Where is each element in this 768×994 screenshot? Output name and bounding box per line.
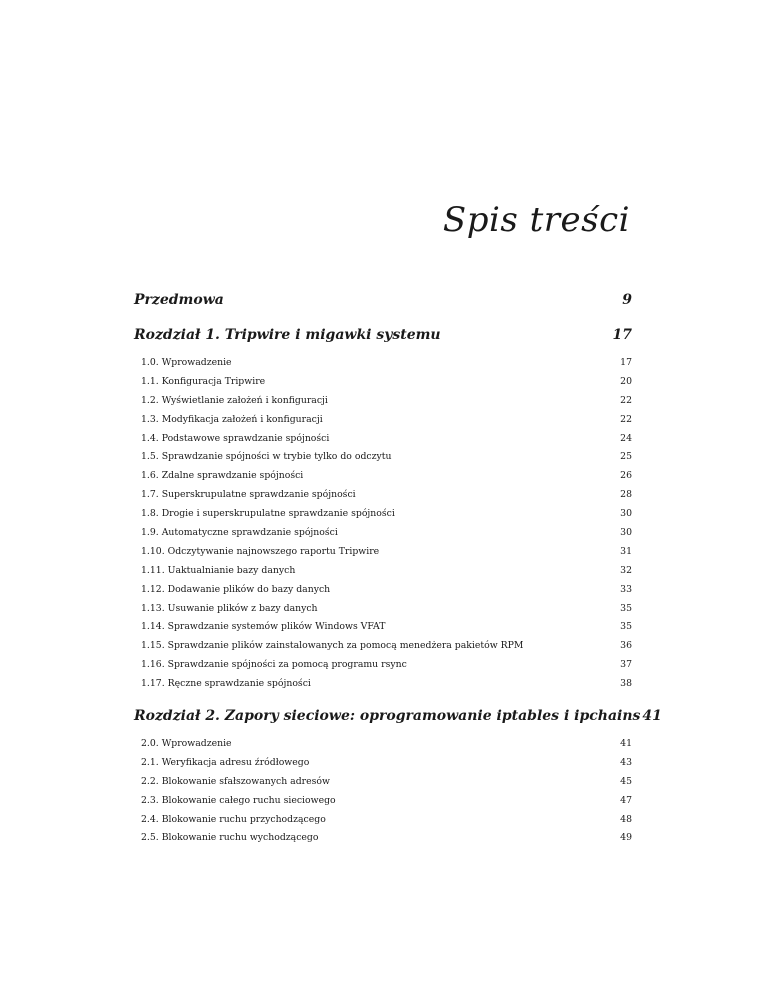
toc-section-entry — [134, 414, 632, 433]
toc-section-entry — [134, 489, 632, 508]
toc-page-number: 48 — [620, 813, 632, 825]
toc-entry-title: 1.6. Zdalne sprawdzanie spójności — [141, 470, 304, 482]
toc-section-entry — [134, 795, 632, 814]
toc-entry-title: 2.0. Wprowadzenie — [141, 738, 232, 750]
toc-section-entry — [134, 832, 632, 851]
toc-entry-title: 1.11. Uaktualnianie bazy danych — [141, 564, 296, 576]
toc-section-entry — [134, 395, 632, 414]
toc-entry-title: 1.17. Ręczne sprawdzanie spójności — [141, 678, 311, 690]
toc-entry-title: 1.0. Wprowadzenie — [141, 357, 232, 368]
toc-entry-title: 1.5. Sprawdzanie spójności w trybie tylko do odczytu — [141, 451, 392, 463]
toc-chapter-2-sections — [134, 738, 632, 851]
toc-section-entry — [134, 678, 632, 697]
toc-section-entry — [134, 470, 632, 489]
toc-page-number: 24 — [620, 432, 632, 444]
toc-page-number: 30 — [620, 527, 632, 539]
toc-page-number: 30 — [620, 508, 632, 520]
toc-page-number: 22 — [620, 394, 632, 406]
toc-page-number: 45 — [620, 775, 632, 787]
toc-section-entry — [134, 451, 632, 470]
toc-page-number: 41 — [642, 708, 662, 725]
toc-entry-title: Przedmowa — [134, 292, 224, 308]
toc-entry-title: 1.14. Sprawdzanie systemów plików Windows VFAT — [141, 621, 386, 633]
toc-entry-title: 1.12. Dodawanie plików do bazy danych — [141, 583, 331, 595]
toc-page-number: 37 — [620, 659, 632, 671]
toc-page-number: 26 — [620, 470, 632, 482]
toc-entry-title: 2.3. Blokowanie całego ruchu sieciowego — [141, 794, 336, 806]
toc-entry-title: 1.7. Superskrupulatne sprawdzanie spójności — [141, 489, 356, 501]
toc-section-entry — [134, 776, 632, 795]
toc-page-number: 25 — [620, 451, 632, 463]
toc-page-number: 28 — [620, 489, 632, 501]
toc-section-entry — [134, 814, 632, 833]
toc-page-number: 20 — [620, 375, 632, 387]
toc-page-number: 36 — [620, 640, 632, 652]
toc-section-entry — [134, 603, 632, 622]
toc-entry-title: 2.5. Blokowanie ruchu wychodzącego — [141, 832, 319, 844]
toc-page-number: 31 — [620, 545, 632, 557]
toc-entry-title: Rozdział 2. Zapory sieciowe: oprogramowanie iptables i ipchains — [134, 708, 641, 725]
toc-entry-title: 1.2. Wyświetlanie założeń i konfiguracji — [141, 394, 328, 406]
toc-page-number: 9 — [622, 292, 632, 308]
toc-entry-title: 1.10. Odczytywanie najnowszego raportu Tripwire — [141, 545, 380, 557]
toc-page-number: 33 — [620, 583, 632, 595]
toc-chapter-2 — [134, 708, 662, 732]
toc-chapter-1 — [134, 327, 632, 351]
toc-entry-title: 1.4. Podstawowe sprawdzanie spójności — [141, 432, 330, 444]
toc-page-number: 17 — [620, 357, 632, 368]
toc-entry-title: 1.13. Usuwanie plików z bazy danych — [141, 602, 318, 614]
toc-entry-title: 1.8. Drogie i superskrupulatne sprawdzanie spójności — [141, 508, 395, 520]
toc-chapter-1-sections — [134, 357, 632, 697]
toc-section-entry — [134, 621, 632, 640]
toc-section-entry — [134, 659, 632, 678]
toc-section-entry — [134, 640, 632, 659]
toc-section-entry — [134, 376, 632, 395]
toc-section-entry — [134, 357, 632, 376]
toc-section-entry — [134, 584, 632, 603]
toc-section-entry — [134, 738, 632, 757]
toc-chapter-preface — [134, 292, 632, 316]
toc-section-entry — [134, 527, 632, 546]
toc-entry-title: 2.4. Blokowanie ruchu przychodzącego — [141, 813, 326, 825]
toc-section-entry — [134, 565, 632, 584]
toc-section-entry — [134, 433, 632, 452]
toc-section-entry — [134, 546, 632, 565]
toc-page-number: 32 — [620, 564, 632, 576]
toc-entry-title: 1.16. Sprawdzanie spójności za pomocą programu rsync — [141, 659, 407, 671]
toc-page-number: 49 — [620, 832, 632, 844]
toc-page-number: 17 — [612, 327, 632, 343]
toc-page-number: 41 — [620, 738, 632, 750]
toc-entry-title: 2.2. Blokowanie sfałszowanych adresów — [141, 775, 330, 787]
toc-entry-title: 1.3. Modyfikacja założeń i konfiguracji — [141, 413, 323, 425]
toc-page-number: 22 — [620, 413, 632, 425]
toc-entry-title: 1.9. Automatyczne sprawdzanie spójności — [141, 527, 338, 539]
toc-page-number: 35 — [620, 621, 632, 633]
toc-page-number: 43 — [620, 756, 632, 768]
toc-entry-title: 1.15. Sprawdzanie plików zainstalowanych za pomocą menedżera pakietów RPM — [141, 640, 524, 652]
toc-entry-title: 2.1. Weryfikacja adresu źródłowego — [141, 756, 310, 768]
toc-page-number: 47 — [620, 794, 632, 806]
page-title: Spis treści — [442, 200, 630, 240]
toc-entry-title: Rozdział 1. Tripwire i migawki systemu — [134, 327, 441, 343]
toc-page-number: 35 — [620, 602, 632, 614]
toc-section-entry — [134, 757, 632, 776]
toc-page-number: 38 — [620, 678, 632, 690]
table-of-contents — [134, 292, 662, 851]
toc-section-entry — [134, 508, 632, 527]
toc-entry-title: 1.1. Konfiguracja Tripwire — [141, 375, 266, 387]
